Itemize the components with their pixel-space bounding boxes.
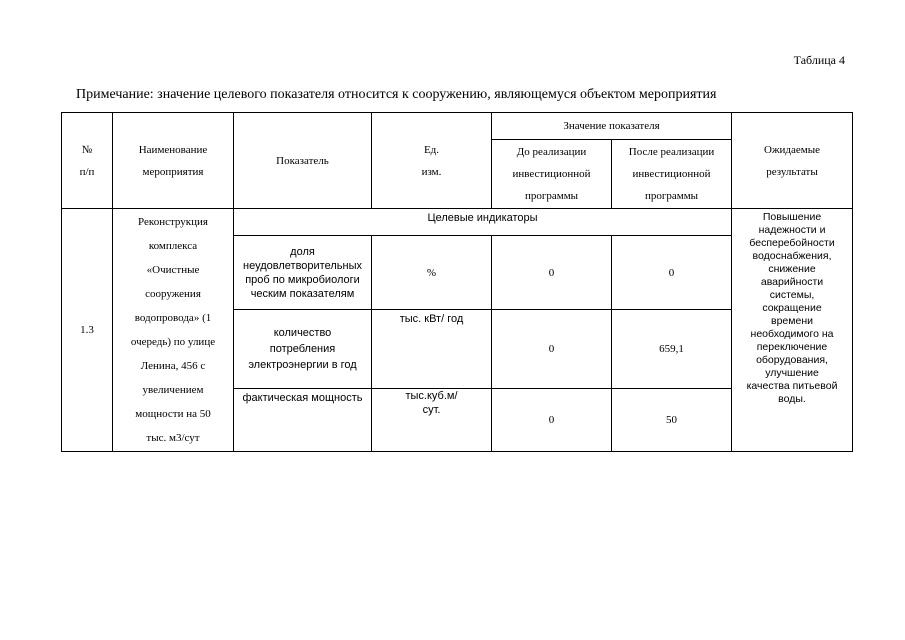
indicator-name: фактическая мощность xyxy=(234,389,372,452)
indicator-before: 0 xyxy=(492,236,612,310)
row-num: 1.3 xyxy=(62,209,113,452)
indicator-unit: % xyxy=(372,236,492,310)
header-row xyxy=(62,113,853,140)
table-number-label: Таблица 4 xyxy=(793,53,845,67)
header-expected: Ожидаемые результаты xyxy=(732,113,853,209)
header-indicator: Показатель xyxy=(234,113,372,209)
targets-label: Целевые индикаторы xyxy=(234,209,732,236)
indicator-name: количество потребления электроэнергии в год xyxy=(234,310,372,389)
indicator-unit: тыс. кВт/ год xyxy=(372,310,492,389)
indicators-table xyxy=(61,112,853,452)
targets-row xyxy=(62,209,853,236)
row-expected: Повышение надежности и бесперебойности водоснабжения, снижение аварийности системы, сокращение времени необходимого на переключение оборудования, улучшение качества питьевой воды. xyxy=(732,209,853,452)
indicator-after: 659,1 xyxy=(612,310,732,389)
indicator-name: доля неудовлетворительных проб по микробиологи ческим показателям xyxy=(234,236,372,310)
indicator-after: 0 xyxy=(612,236,732,310)
header-unit: Ед. изм. xyxy=(372,113,492,209)
row-name: Реконструкция комплекса «Очистные сооружения водопровода» (1 очередь) по улице Ленина, 456 с увеличением мощности на 50 тыс. м3/сут xyxy=(113,209,234,452)
indicator-unit: тыс.куб.м/ сут. xyxy=(372,389,492,452)
note-text: Примечание: значение целевого показателя относится к сооружению, являющемуся объектом мероприятия xyxy=(76,87,717,102)
header-num: № п/п xyxy=(62,113,113,209)
indicator-before: 0 xyxy=(492,310,612,389)
header-before: До реализации инвестиционной программы xyxy=(492,140,612,209)
indicator-after: 50 xyxy=(612,389,732,452)
indicator-before: 0 xyxy=(492,389,612,452)
header-after: После реализации инвестиционной программы xyxy=(612,140,732,209)
header-value-group: Значение показателя xyxy=(492,113,732,140)
header-name: Наименование мероприятия xyxy=(113,113,234,209)
